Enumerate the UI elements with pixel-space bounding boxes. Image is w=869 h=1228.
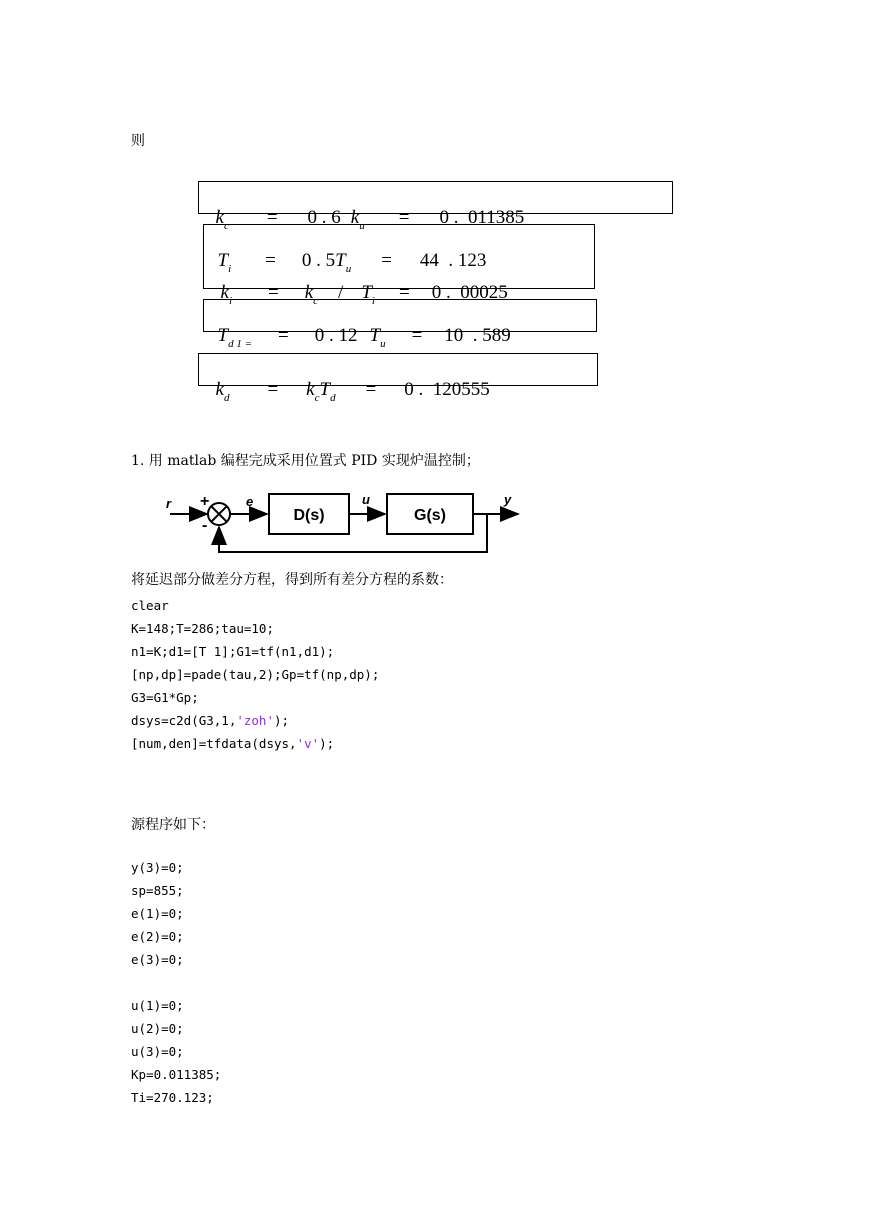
code-block-1 <box>131 594 379 755</box>
controller-label: D(s) <box>293 507 325 524</box>
paragraph-source-code: 源程序如下： <box>131 817 215 833</box>
code-line: [np,dp]=pade(tau,2);Gp=tf(np,dp); <box>131 667 380 682</box>
equals: = <box>411 325 423 346</box>
value: 0 . 011385 <box>439 207 525 228</box>
value: 44 . 123 <box>419 250 487 271</box>
code-text: [num,den]=tfdata(dsys, <box>131 736 297 751</box>
code-line <box>131 709 379 732</box>
subscript: i <box>228 295 232 307</box>
value: 0 . 00025 <box>431 282 508 303</box>
formula-kd <box>206 357 490 404</box>
label-r: r <box>166 496 172 511</box>
formula-td <box>208 303 511 350</box>
equals: = <box>266 207 278 228</box>
subscript: u <box>345 263 352 275</box>
code-line: e(2)=0; <box>131 929 184 944</box>
label-u: u <box>362 492 370 507</box>
subscript: d <box>223 392 230 404</box>
code-line: e(3)=0; <box>131 952 184 967</box>
code-text: ); <box>319 736 335 751</box>
code-line: u(2)=0; <box>131 1021 184 1036</box>
task-1-heading: 1. 用 matlab 编程完成采用位置式 PID 实现炉温控制； <box>131 453 480 469</box>
label-plus: + <box>200 493 210 510</box>
block-diagram <box>160 488 530 558</box>
code-line: Ti=270.123; <box>131 1090 214 1105</box>
code-text: ); <box>274 713 290 728</box>
code-line: e(1)=0; <box>131 906 184 921</box>
equals: = <box>398 207 410 228</box>
symbol-k: k <box>220 282 229 303</box>
symbol-t: T <box>217 250 229 271</box>
equals: = <box>365 379 377 400</box>
code-string: 'zoh' <box>236 713 274 728</box>
coefficient: 0 . 5 <box>301 250 336 271</box>
symbol-t: T <box>319 379 331 400</box>
symbol-t: T <box>361 282 372 303</box>
code-line-blank <box>131 971 221 994</box>
value: 0 . 120555 <box>404 379 490 400</box>
value: 10 . 589 <box>444 325 511 346</box>
symbol-k: k <box>304 282 314 303</box>
symbol-k: k <box>215 379 224 400</box>
subscript: c <box>313 295 319 307</box>
equals: = <box>267 379 279 400</box>
code-text: dsys=c2d(G3,1, <box>131 713 237 728</box>
symbol-t: T <box>369 325 381 346</box>
symbol-t: T <box>217 325 229 346</box>
subscript: i <box>228 263 232 275</box>
code-line: y(3)=0; <box>131 860 184 875</box>
symbol-k: k <box>350 207 360 228</box>
code-line: clear <box>131 598 169 613</box>
subscript: d <box>330 392 336 404</box>
formula-kc <box>206 185 525 232</box>
code-line: G3=G1*Gp; <box>131 690 199 705</box>
equals: = <box>381 250 392 271</box>
subscript: u <box>359 220 365 232</box>
code-string: 'v' <box>296 736 320 751</box>
subscript: u <box>380 338 386 350</box>
symbol-t: T <box>335 250 346 271</box>
coefficient: 0 . 6 <box>307 207 341 228</box>
label-minus: - <box>202 517 208 534</box>
equals: = <box>265 250 276 271</box>
label-e: e <box>246 494 254 509</box>
code-line: K=148;T=286;tau=10; <box>131 621 274 636</box>
code-line: sp=855; <box>131 883 184 898</box>
code-line: u(3)=0; <box>131 1044 184 1059</box>
equals: = <box>268 282 279 303</box>
equals: = <box>398 282 410 303</box>
code-line: Kp=0.011385; <box>131 1067 222 1082</box>
symbol-k: k <box>306 379 315 400</box>
code-line: u(1)=0; <box>131 998 184 1013</box>
subscript: i <box>371 295 375 307</box>
code-line <box>131 732 379 755</box>
divide: / <box>338 282 344 303</box>
intro-text: 则 <box>131 133 145 149</box>
paragraph-difference-equation: 将延迟部分做差分方程，得到所有差分方程的系数： <box>131 572 453 588</box>
plant-label: G(s) <box>414 507 446 524</box>
formula-ki <box>211 260 508 307</box>
subscript: c <box>314 392 320 404</box>
symbol-k: k <box>215 207 224 228</box>
coefficient: 0 . 12 <box>314 325 358 346</box>
subscript: d 1 = <box>228 338 253 350</box>
equals: = <box>278 325 289 346</box>
code-block-2 <box>131 856 221 1109</box>
subscript: c <box>223 220 229 232</box>
label-y: y <box>504 492 512 507</box>
code-line: n1=K;d1=[T 1];G1=tf(n1,d1); <box>131 644 335 659</box>
